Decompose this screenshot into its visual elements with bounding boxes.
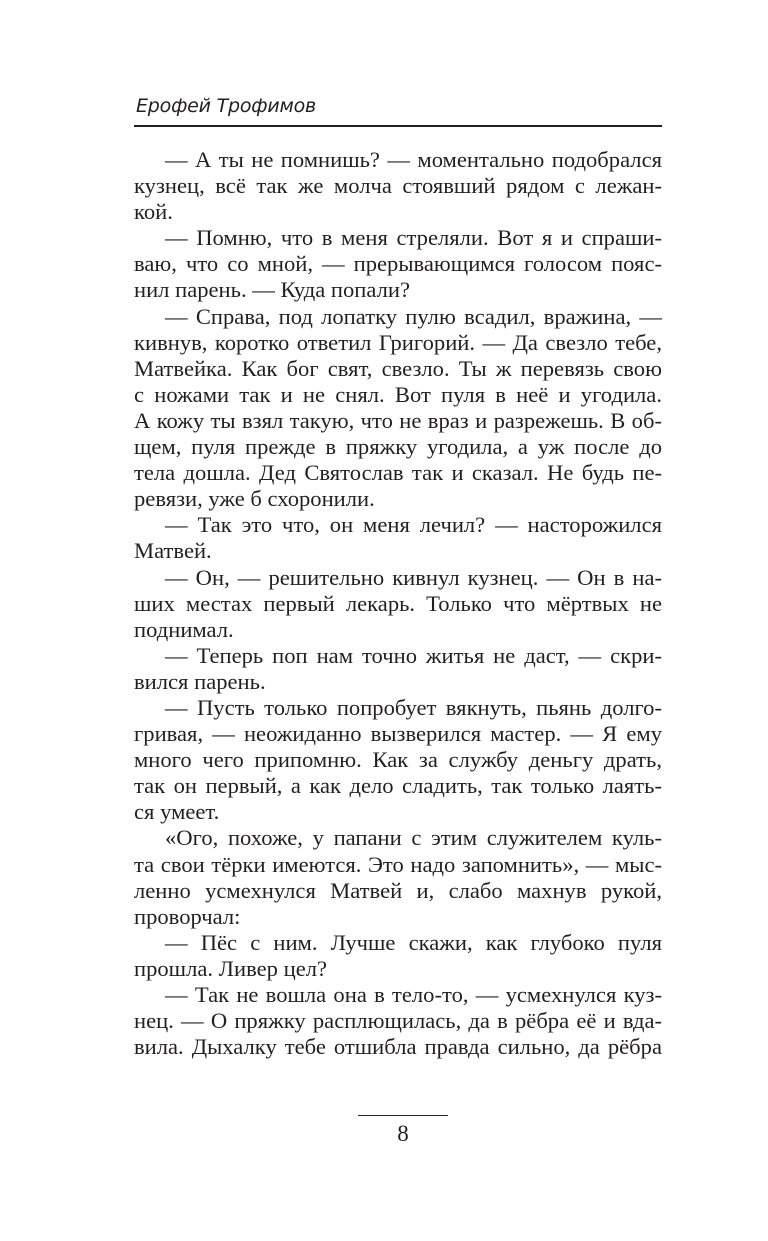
footer-rule [358, 1115, 448, 1116]
text-line: нец. — О пряжку расплющилась, да в рёбра её и вда- [134, 1008, 662, 1034]
text-line: вился парень. [134, 668, 266, 694]
text-line: щем, пуля прежде в пряжку угодила, а уж после до [134, 434, 662, 460]
text-line: — Он, — решительно кивнул кузнец. — Он в на- [165, 564, 662, 590]
text-line: ваю, что со мной, — прерывающимся голосом пояс- [134, 251, 662, 277]
text-line: тела дошла. Дед Святослав так и сказал. Не будь пе- [134, 460, 662, 486]
page-number: 8 [397, 1121, 409, 1146]
body-text [134, 147, 662, 1060]
text-line: прошла. Ливер цел? [134, 955, 328, 981]
text-line: нил парень. — Куда попали? [134, 277, 411, 303]
text-line: А кожу ты взял такую, что не враз и разрежешь. В об- [134, 407, 662, 433]
text-line: — Так это что, он меня лечил? — насторожился [165, 512, 662, 538]
text-line: много чего припомню. Как за службу деньгу драть, [134, 747, 662, 773]
text-line: ся умеет. [134, 799, 220, 825]
header-rule [134, 125, 662, 127]
text-line: — Пёс с ним. Лучше скажи, как глубоко пуля [165, 929, 662, 955]
text-line: — Пусть только попробует вякнуть, пьянь долго- [165, 694, 662, 720]
text-line: кивнув, коротко ответил Григорий. — Да свезло тебе, [134, 329, 662, 355]
text-line: ших местах первый лекарь. Только что мёртвых не [134, 590, 662, 616]
text-line: та свои тёрки имеются. Это надо запомнить», — мыс- [134, 851, 662, 877]
text-line: так он первый, а как дело сладить, так только лаять- [134, 773, 662, 799]
text-line: кой. [134, 199, 173, 225]
text-line: кузнец, всё так же молча стоявший рядом с лежан- [134, 173, 662, 199]
text-line: — Теперь поп нам точно житья не даст, — скри- [165, 642, 662, 668]
text-line: гривая, — неожиданно вызверился мастер. — Я ему [134, 721, 662, 747]
text-line: «Ого, похоже, у папани с этим служителем куль- [165, 825, 662, 851]
running-head-author: Ерофей Трофимов [136, 95, 317, 117]
text-line: — Так не вошла она в тело-то, — усмехнулся куз- [165, 982, 662, 1007]
text-line: поднимал. [134, 616, 234, 642]
text-line: — А ты не помнишь? — моментально подобрался [165, 147, 662, 172]
text-line: проворчал: [134, 903, 241, 929]
text-line: — Справа, под лопатку пулю всадил, вражина, — [165, 303, 662, 329]
text-line: с ножами так и не снял. Вот пуля в неё и угодила. [134, 381, 662, 407]
text-line: ленно усмехнулся Матвей и, слабо махнув рукой, [134, 877, 662, 903]
text-line: — Помню, что в меня стреляли. Вот я и спраши- [165, 225, 662, 251]
text-line: ревязи, уже б схоронили. [134, 486, 375, 512]
text-line: вила. Дыхалку тебе отшибла правда сильно, да рёбра [134, 1034, 662, 1060]
text-line: Матвей. [134, 538, 212, 564]
text-line: Матвейка. Как бог свят, свезло. Ты ж перевязь свою [134, 355, 662, 381]
